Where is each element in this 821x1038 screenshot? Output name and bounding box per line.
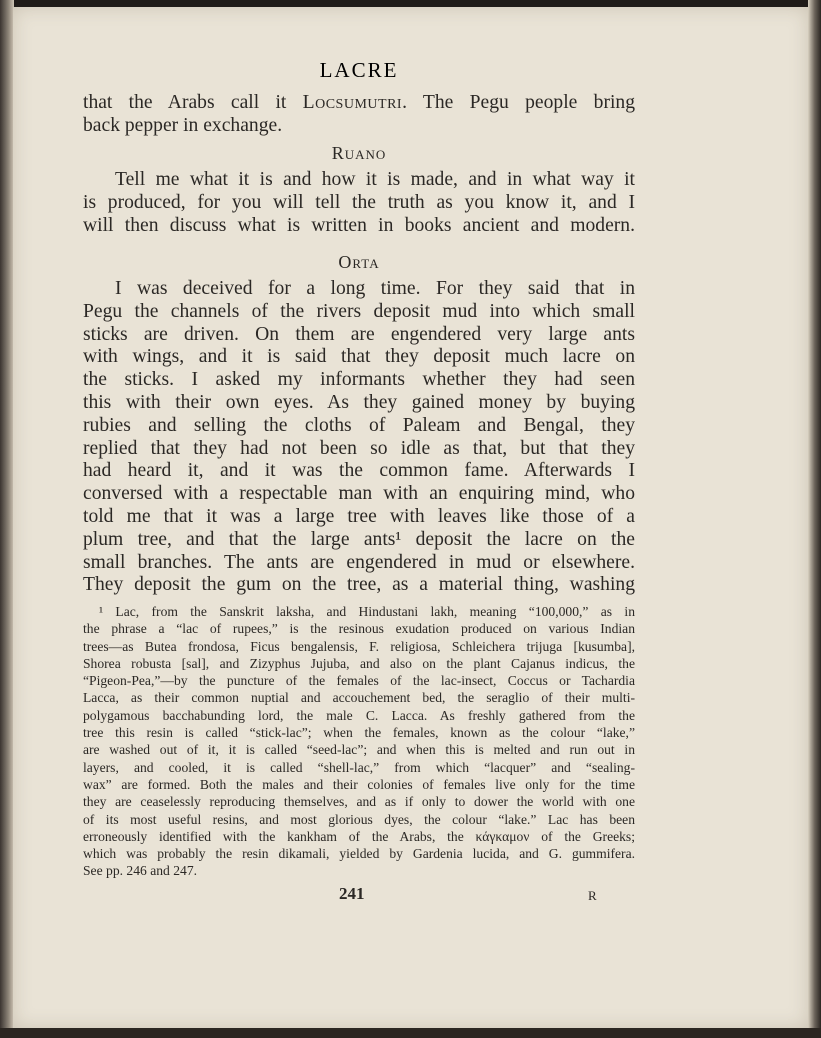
book-gutter-edge bbox=[0, 0, 14, 1038]
footnote-line: which was probably the resin dikamali, yielded by Gardenia lucida, and G. gummifera. bbox=[83, 846, 635, 862]
footnote-line: of its most useful resins, and most glorious dyes, the colour “lake.” Lac has been bbox=[83, 811, 635, 827]
body-line: Tell me what it is and how it is made, and in what way it bbox=[115, 169, 635, 190]
body-line: Pegu the channels of the rivers deposit mud into which small bbox=[83, 300, 635, 322]
body-line: They deposit the gum on the tree, as a material thing, washing bbox=[83, 574, 635, 596]
body-line: is produced, for you will tell the truth as you know it, and I bbox=[83, 191, 635, 213]
body-line: rubies and selling the cloths of Paleam and Bengal, they bbox=[83, 414, 635, 436]
line-text: back pepper in exchange. bbox=[83, 114, 283, 136]
footnote-line: See pp. 246 and 247. bbox=[83, 863, 198, 879]
footnote-line: ¹ Lac, from the Sanskrit laksha, and Hindustani lakh, meaning “100,000,” as in bbox=[99, 604, 635, 619]
page-number: 241 bbox=[339, 884, 365, 903]
body-line: had heard it, and it was the common fame. Afterwards I bbox=[83, 460, 635, 482]
footnote-line: erroneously identified with the kankham of the Arabs, the κάγκαμον of the Greeks; bbox=[83, 828, 635, 844]
body-line: will then discuss what is written in books ancient and modern. bbox=[83, 214, 635, 236]
body-line: with wings, and it is said that they deposit much lacre on bbox=[83, 346, 635, 368]
signature-mark: R bbox=[588, 888, 597, 903]
page-bottom-edge bbox=[0, 1028, 821, 1038]
footnote-line: they are ceaselessly reproducing themselves, and as if only to dower the world with one bbox=[83, 794, 635, 810]
footnote-line: the phrase a “lac of rupees,” is the resinous exudation produced on various Indian bbox=[83, 621, 635, 637]
body-line bbox=[83, 92, 635, 115]
running-head: LACRE bbox=[319, 58, 399, 82]
body-line bbox=[83, 115, 635, 138]
line-text: . The Pegu people bring bbox=[402, 92, 636, 113]
footnote bbox=[83, 603, 635, 880]
orta-paragraph bbox=[83, 278, 635, 597]
body-line: I was deceived for a long time. For they said that in bbox=[115, 278, 635, 299]
footnote-line: polygamous bacchabunding lord, the male C. Lacca. As freshly gathered from the bbox=[83, 707, 635, 723]
body-line: small branches. The ants are engendered in mud or elsewhere. bbox=[83, 551, 635, 573]
opening-paragraph bbox=[83, 92, 635, 138]
ruano-paragraph bbox=[83, 169, 635, 237]
body-line: this with their own eyes. As they gained money by buying bbox=[83, 391, 635, 413]
footnote-line: Lacca, as their common nuptial and accouchement bed, the seraglio of their multi- bbox=[83, 690, 635, 706]
line-text: that the Arabs call it bbox=[83, 92, 303, 113]
footnote-line: trees—as Butea frondosa, Ficus bengalensis, F. religiosa, Schleichera trijuga [kusumba], bbox=[83, 638, 635, 654]
body-line: the sticks. I asked my informants whether they had seen bbox=[83, 369, 635, 391]
footnote-line: are washed out of it, it is called “seed-lac”; and when this is melted and run out in bbox=[83, 742, 635, 758]
footnote-line: tree this resin is called “stick-lac”; when the females, known as the colour “lake,” bbox=[83, 725, 635, 741]
page-right-edge bbox=[808, 0, 821, 1038]
speaker-ruano: Ruano bbox=[331, 143, 387, 163]
arabic-name-smallcaps: Locsumutri bbox=[302, 92, 403, 113]
body-line: sticks are driven. On them are engendered very large ants bbox=[83, 323, 635, 345]
footnote-line: “Pigeon-Pea,”—by the puncture of the females of the lac-insect, Coccus or Tachardia bbox=[83, 673, 635, 689]
body-line: told me that it was a large tree with leaves like those of a bbox=[83, 505, 635, 527]
footnote-line: Shorea robusta [sal], and Zizyphus Jujuba, and also on the plant Cajanus indicus, the bbox=[83, 655, 635, 671]
footnote-line: layers, and cooled, it is called “shell-lac,” from which “lacquer” and “sealing- bbox=[83, 759, 635, 775]
speaker-orta: Orta bbox=[338, 252, 380, 272]
body-line: replied that they had not been so idle as that, but that they bbox=[83, 437, 635, 459]
body-line: plum tree, and that the large ants¹ deposit the lacre on the bbox=[83, 528, 635, 550]
body-line: conversed with a respectable man with an enquiring mind, who bbox=[83, 483, 635, 505]
footnote-line: wax” are formed. Both the males and their colonies of females live only for the time bbox=[83, 776, 635, 792]
